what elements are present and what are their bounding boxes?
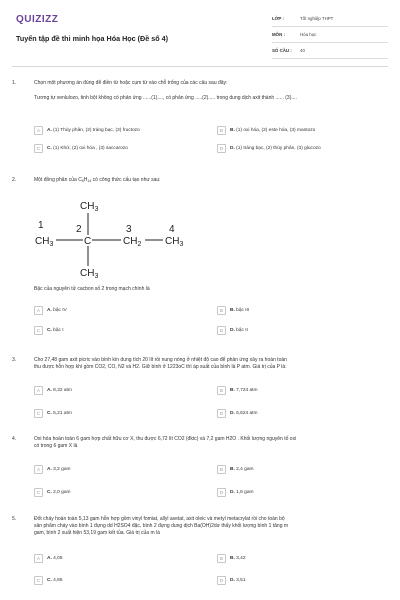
option-letter-box: D bbox=[217, 488, 226, 497]
option-key: B. bbox=[230, 388, 235, 393]
meta-count-value: 40 bbox=[300, 48, 305, 53]
question-number: 4. bbox=[12, 436, 17, 442]
option-text: 5,21 atm bbox=[53, 411, 72, 416]
option-text: (1) oxi hóa, (2) este hóa, (3) mantozo bbox=[236, 128, 316, 133]
option-key: B. bbox=[230, 556, 235, 561]
worksheet-title: Tuyển tập đề thi minh họa Hóa Học (Đề số 4) bbox=[16, 34, 169, 43]
formula-top-group: $CH_3$ bbox=[80, 201, 99, 213]
option-key: D. bbox=[230, 328, 235, 333]
formula-bottom-group: $CH_3$ bbox=[80, 268, 99, 280]
worksheet-header bbox=[0, 0, 400, 66]
option-b[interactable] bbox=[217, 553, 246, 564]
option-letter-box: A bbox=[34, 465, 43, 474]
option-c[interactable] bbox=[34, 487, 71, 498]
header-divider bbox=[12, 66, 388, 67]
option-letter-box: C bbox=[34, 326, 43, 335]
option-letter-box: A bbox=[34, 386, 43, 395]
option-key: D. bbox=[230, 490, 235, 495]
option-d[interactable] bbox=[217, 143, 321, 154]
option-b[interactable] bbox=[217, 305, 249, 316]
option-b[interactable] bbox=[217, 125, 315, 136]
meta-class-row bbox=[272, 11, 388, 27]
question-subtext: Tương tự xenlulozo, tinh bột không có phản ứng ......(1)...., có phản ứng .....(2)..... trong dung dịch axit thành ...... (3).... bbox=[34, 95, 297, 101]
option-letter-box: D bbox=[217, 576, 226, 585]
option-letter-box: B bbox=[217, 554, 226, 563]
option-letter-box: C bbox=[34, 488, 43, 497]
formula-mid-group: $CH_2$ bbox=[123, 236, 142, 248]
option-text: 3,2 gam bbox=[53, 467, 71, 472]
option-text: 4,86 bbox=[53, 578, 63, 583]
option-key: B. bbox=[230, 128, 235, 133]
structural-formula bbox=[28, 192, 228, 282]
option-key: D. bbox=[230, 411, 235, 416]
option-key: B. bbox=[230, 467, 235, 472]
option-letter-box: D bbox=[217, 409, 226, 418]
quizizz-logo: QUIZIZZ bbox=[16, 14, 59, 25]
question-text-line-1: Cho 27,48 gam axit picric vào bình kín dung tích 20 lít rồi nung nóng ở nhiệt độ cao để phản ứng xảy ra hoàn toàn bbox=[34, 357, 287, 363]
carbon-number-1: 1 bbox=[38, 220, 44, 231]
carbon-number-3: 3 bbox=[126, 224, 132, 235]
option-text: bậc I bbox=[53, 328, 64, 333]
question-text-line-1: Đốt cháy hoàn toàn 5,13 gam hỗn hợp gồm vinyl fomiat, allyl axetat, axit oleic và metyl metacrylat rồi cho toàn bộ bbox=[34, 516, 285, 522]
option-key: A. bbox=[47, 467, 52, 472]
option-text: 3,51 bbox=[236, 578, 246, 583]
option-key: C. bbox=[47, 578, 52, 583]
option-key: C. bbox=[47, 490, 52, 495]
option-text: (1) Khử, (2) oxi hóa , (3) saccarozo bbox=[53, 146, 128, 151]
option-text: 2,0 gam bbox=[53, 490, 71, 495]
option-text: bậc II bbox=[236, 328, 248, 333]
option-text: 1,6 gam bbox=[236, 490, 254, 495]
option-letter-box: D bbox=[217, 326, 226, 335]
option-d[interactable] bbox=[217, 487, 254, 498]
option-letter-box: A bbox=[34, 306, 43, 315]
option-d[interactable] bbox=[217, 575, 246, 586]
question-number: 5. bbox=[12, 516, 17, 522]
option-key: A. bbox=[47, 388, 52, 393]
option-key: D. bbox=[230, 146, 235, 151]
option-text: 3,42 bbox=[236, 556, 246, 561]
formula-center-atom: C bbox=[84, 236, 92, 247]
option-letter-box: B bbox=[217, 126, 226, 135]
option-letter-box: B bbox=[217, 465, 226, 474]
option-c[interactable] bbox=[34, 408, 72, 419]
question-3 bbox=[12, 357, 388, 427]
formula-left-group: $CH_3$ bbox=[35, 236, 54, 248]
option-letter-box: C bbox=[34, 144, 43, 153]
question-number: 1. bbox=[12, 80, 17, 86]
option-a[interactable] bbox=[34, 385, 72, 396]
option-text: bậc IV bbox=[53, 308, 67, 313]
meta-count-row bbox=[272, 43, 388, 59]
question-text-line-1: Oxi hóa hoàn toàn 6 gam hợp chất hữu cơ X, thu được 6,72 lít CO2 (đktc) và 7,2 gam H2O . Khối lượng nguyên tố oxi bbox=[34, 436, 297, 442]
option-key: A. bbox=[47, 128, 52, 133]
option-text: (1) tráng bạc, (2) thủy phân, (3) glucozo bbox=[236, 146, 321, 151]
meta-class-label: LỚP : bbox=[272, 16, 284, 21]
option-letter-box: B bbox=[217, 306, 226, 315]
question-subtext: Bậc của nguyên tử cacbon số 2 trong mạch chính là bbox=[34, 286, 150, 292]
meta-subject-row bbox=[272, 27, 388, 43]
question-text: Một đồng phân của $C_6H_{14}$ có công thức cấu tạo như sau: bbox=[34, 177, 161, 183]
option-letter-box: C bbox=[34, 576, 43, 585]
question-text-line-2: có trong 6 gam X là bbox=[34, 443, 78, 449]
option-c[interactable] bbox=[34, 325, 64, 336]
option-text: 7,724 atm bbox=[236, 388, 258, 393]
option-key: C. bbox=[47, 328, 52, 333]
worksheet-meta bbox=[272, 11, 388, 59]
option-key: C. bbox=[47, 146, 52, 151]
question-number: 3. bbox=[12, 357, 17, 363]
option-key: C. bbox=[47, 411, 52, 416]
carbon-number-2: 2 bbox=[76, 224, 82, 235]
meta-subject-value: Hóa học bbox=[300, 32, 317, 37]
option-letter-box: D bbox=[217, 144, 226, 153]
option-b[interactable] bbox=[217, 464, 254, 475]
carbon-number-4: 4 bbox=[169, 224, 175, 235]
formula-right-group: $CH_3$ bbox=[165, 236, 184, 248]
option-text: 6,624 atm bbox=[236, 411, 258, 416]
option-a[interactable] bbox=[34, 125, 140, 136]
option-text: 4,05 bbox=[53, 556, 63, 561]
option-text: bậc III bbox=[236, 308, 250, 313]
option-letter-box: A bbox=[34, 554, 43, 563]
question-text: Chọn một phương án đúng để điền từ hoặc cụm từ vào chỗ trống của các câu sau đây: bbox=[34, 80, 228, 86]
option-d[interactable] bbox=[217, 408, 258, 419]
option-text: (1) Thủy phân, (2) tráng bạc, (3) fructozo bbox=[53, 128, 140, 133]
option-key: A. bbox=[47, 556, 52, 561]
meta-count-label: SỐ CÂU : bbox=[272, 48, 292, 53]
option-key: D. bbox=[230, 578, 235, 583]
option-key: A. bbox=[47, 308, 52, 313]
option-letter-box: A bbox=[34, 126, 43, 135]
question-text-line-3: gam, bình 2 xuất hiện 53,19 gam kết tủa. Giá trị của m là bbox=[34, 530, 160, 536]
question-text-line-2: thu được hỗn hợp khí gồm CO2, CO, N2 và H2. Giữ bình ở 1223oC thì áp suất của bình là P atm. Giá trị của P là: bbox=[34, 364, 287, 370]
option-text: 8,32 atm bbox=[53, 388, 72, 393]
question-number: 2. bbox=[12, 177, 17, 183]
option-key: B. bbox=[230, 308, 235, 313]
question-text-line-2: sản phẩm cháy vào bình 1 đựng dd H2SO4 đặc, bình 2 đựng dung dịch Ba(OH)2dư thấy khối lượng bình 1 tăng m bbox=[34, 523, 289, 529]
option-a[interactable] bbox=[34, 464, 71, 475]
option-b[interactable] bbox=[217, 385, 258, 396]
option-c[interactable] bbox=[34, 143, 128, 154]
question-1 bbox=[12, 80, 388, 160]
option-a[interactable] bbox=[34, 305, 67, 316]
meta-subject-label: MÔN : bbox=[272, 32, 285, 37]
question-5 bbox=[12, 516, 388, 596]
option-d[interactable] bbox=[217, 325, 248, 336]
option-c[interactable] bbox=[34, 575, 63, 586]
meta-class-value: Tốt nghiệp THPT bbox=[300, 16, 334, 21]
option-text: 2,4 gam bbox=[236, 467, 254, 472]
question-4 bbox=[12, 436, 388, 506]
option-letter-box: C bbox=[34, 409, 43, 418]
option-letter-box: B bbox=[217, 386, 226, 395]
option-a[interactable] bbox=[34, 553, 63, 564]
